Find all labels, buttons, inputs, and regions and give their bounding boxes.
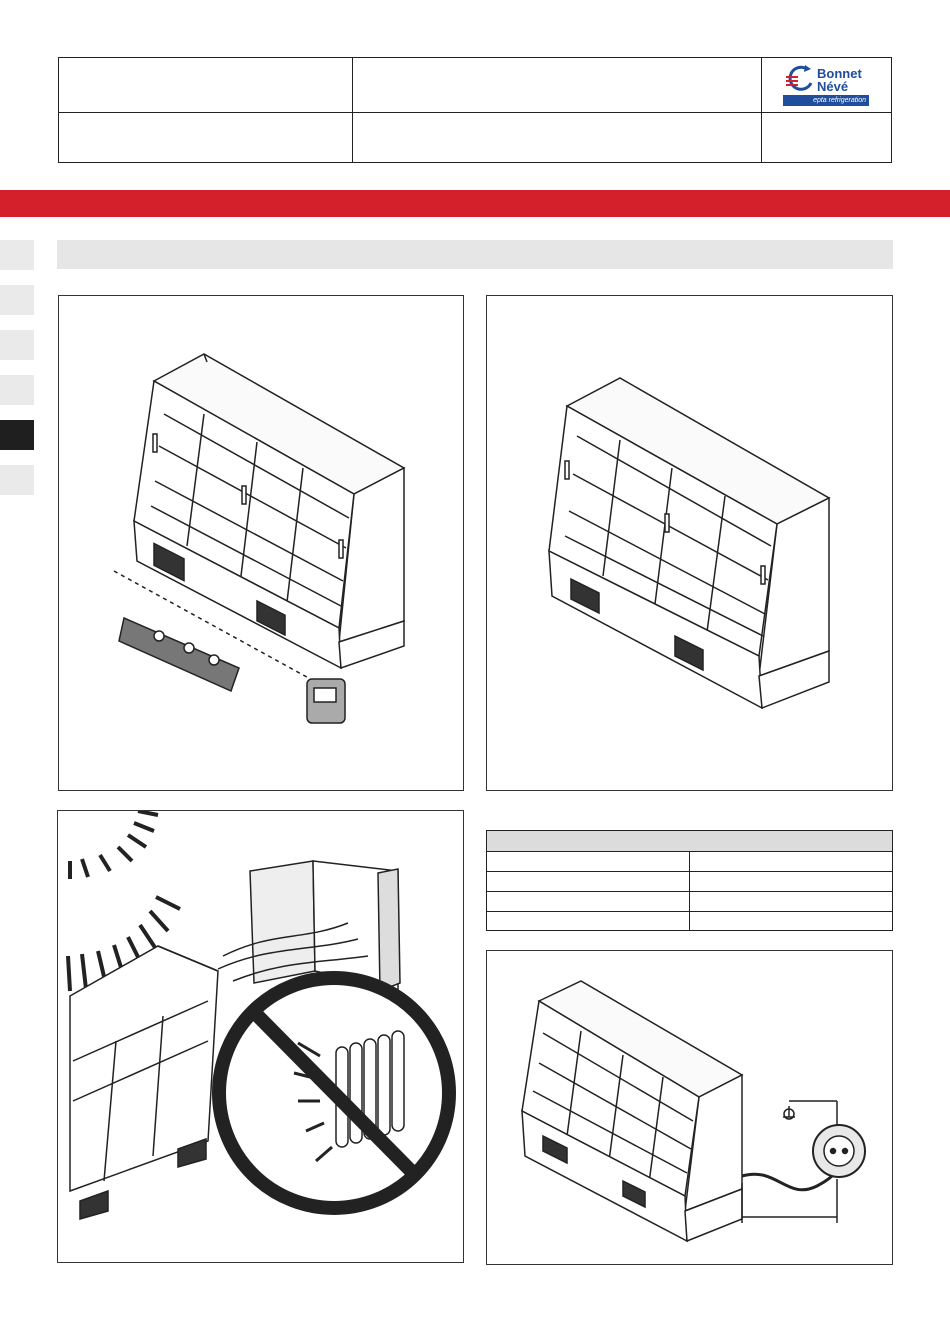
side-tab-2[interactable] — [0, 285, 34, 315]
figure-placement-warning — [57, 810, 464, 1263]
figure-display-case — [486, 295, 893, 791]
electrical-connection-illustration — [487, 951, 894, 1266]
table-row — [487, 891, 892, 892]
spirit-level-icon — [119, 618, 239, 691]
spec-table-header — [487, 831, 892, 852]
ground-symbol-icon — [783, 1101, 837, 1129]
prohibited-icon — [219, 978, 449, 1208]
header-divider — [352, 58, 353, 162]
side-tab-5-active[interactable] — [0, 420, 34, 450]
header-divider — [761, 58, 762, 162]
brand-logo — [783, 64, 869, 106]
side-tab-6[interactable] — [0, 465, 34, 495]
logo-swirl-icon — [783, 64, 817, 94]
table-row — [487, 911, 892, 912]
placement-warning-illustration — [58, 811, 465, 1264]
header-divider — [59, 112, 891, 113]
logo-tagline: epta refrigeration — [813, 97, 866, 104]
logo-name-line1: Bonnet — [817, 66, 862, 81]
side-tab-1[interactable] — [0, 240, 34, 270]
display-case-illustration — [59, 296, 465, 792]
section-color-bar — [0, 190, 950, 217]
figure-leveling — [58, 295, 464, 791]
wall-socket-icon — [813, 1125, 865, 1177]
logo-tagline-bar — [783, 95, 869, 106]
document-header-table — [58, 57, 892, 163]
logo-name-line2: Névé — [817, 79, 849, 94]
sun-icon — [70, 811, 158, 879]
section-title-band — [57, 240, 893, 269]
side-tab-4[interactable] — [0, 375, 34, 405]
table-row — [487, 871, 892, 872]
figure-electrical — [486, 950, 893, 1265]
spec-table — [486, 830, 893, 931]
side-tab-3[interactable] — [0, 330, 34, 360]
display-case-illustration — [487, 296, 894, 792]
